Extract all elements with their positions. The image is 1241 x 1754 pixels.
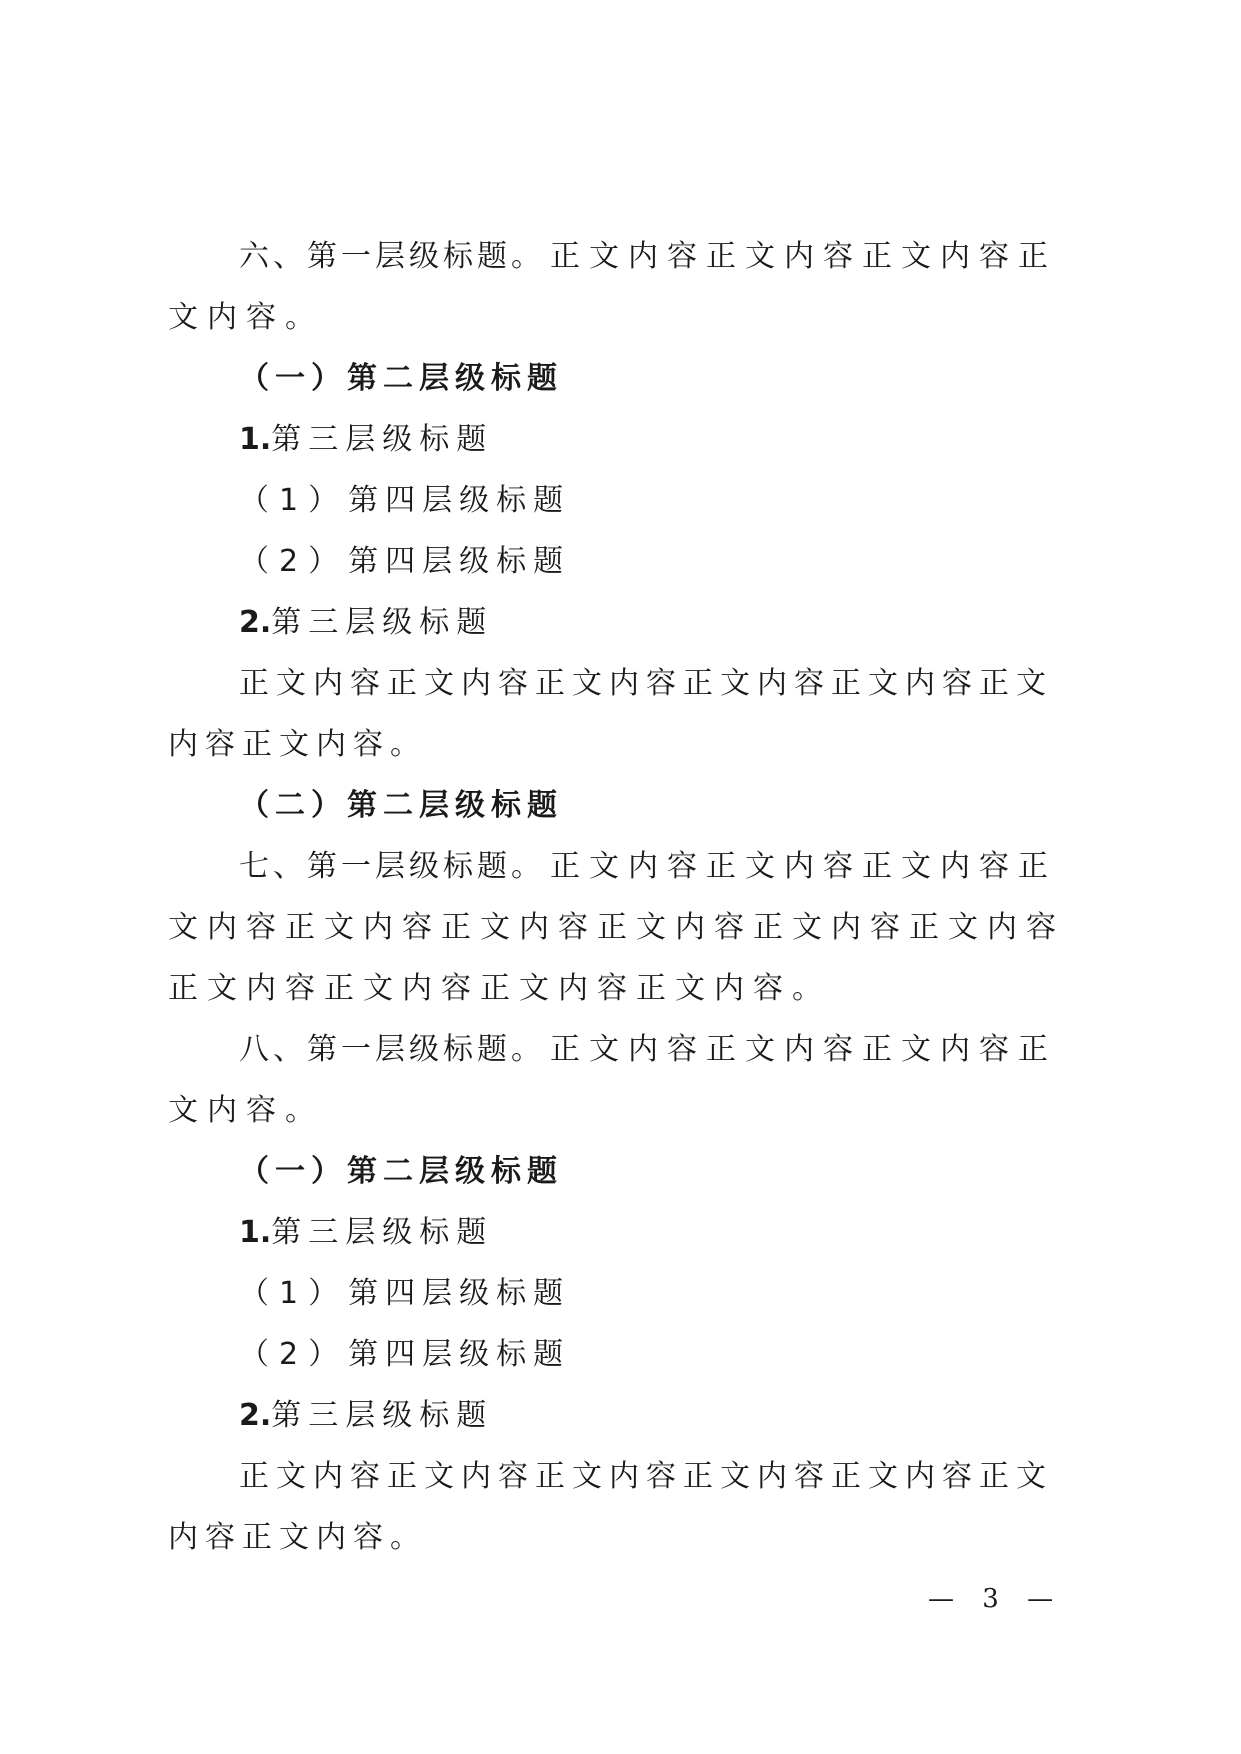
level4-heading [168,1263,1088,1324]
level3-heading [168,1385,1088,1446]
level4-title: 第四层级标题 [348,544,571,579]
document-body [168,226,1088,1568]
body-text: 。正文内容正文内容正文内容正文内容。 [168,1032,1057,1128]
level1-paragraph [168,1019,1088,1141]
level4-heading [168,1324,1088,1385]
level1-paragraph [168,836,1088,1019]
level4-heading [168,531,1088,592]
level4-title: 第四层级标题 [348,1276,571,1311]
level3-heading [168,1202,1088,1263]
body-text: 。正文内容正文内容正文内容正文内容正文内容正文内容正文内容正文内容正文内容正文内容正文内容正文内容正文内容。 [168,849,1065,1006]
page-number: — 3 — [928,1584,1064,1614]
level4-number: （2） [239,1337,349,1372]
level1-heading: 八、第一层级标题 [239,1032,511,1067]
level3-heading [168,592,1088,653]
level4-title: 第四层级标题 [348,483,571,518]
level4-number: （1） [239,483,349,518]
level3-heading [168,409,1088,470]
level3-title: 第三层级标题 [271,1215,494,1250]
level3-title: 第三层级标题 [271,422,494,457]
level4-heading [168,470,1088,531]
level4-title: 第四层级标题 [348,1337,571,1372]
level4-number: （1） [239,1276,349,1311]
level3-number: 2. [239,1398,272,1433]
level3-title: 第三层级标题 [271,605,494,640]
level1-heading: 七、第一层级标题 [239,849,511,884]
level2-heading: （一）第二层级标题 [239,1154,563,1189]
level3-title: 第三层级标题 [271,1398,494,1433]
level3-number: 2. [239,605,272,640]
body-paragraph: 正文内容正文内容正文内容正文内容正文内容正文内容正文内容。 [168,666,1053,762]
level3-number: 1. [239,422,272,457]
level2-heading: （一）第二层级标题 [239,361,563,396]
level3-number: 1. [239,1215,272,1250]
body-paragraph: 正文内容正文内容正文内容正文内容正文内容正文内容正文内容。 [168,1459,1053,1555]
level2-heading: （二）第二层级标题 [239,788,563,823]
level4-number: （2） [239,544,349,579]
level1-heading: 六、第一层级标题 [239,239,511,274]
level1-paragraph [168,226,1088,348]
body-text: 。正文内容正文内容正文内容正文内容。 [168,239,1057,335]
